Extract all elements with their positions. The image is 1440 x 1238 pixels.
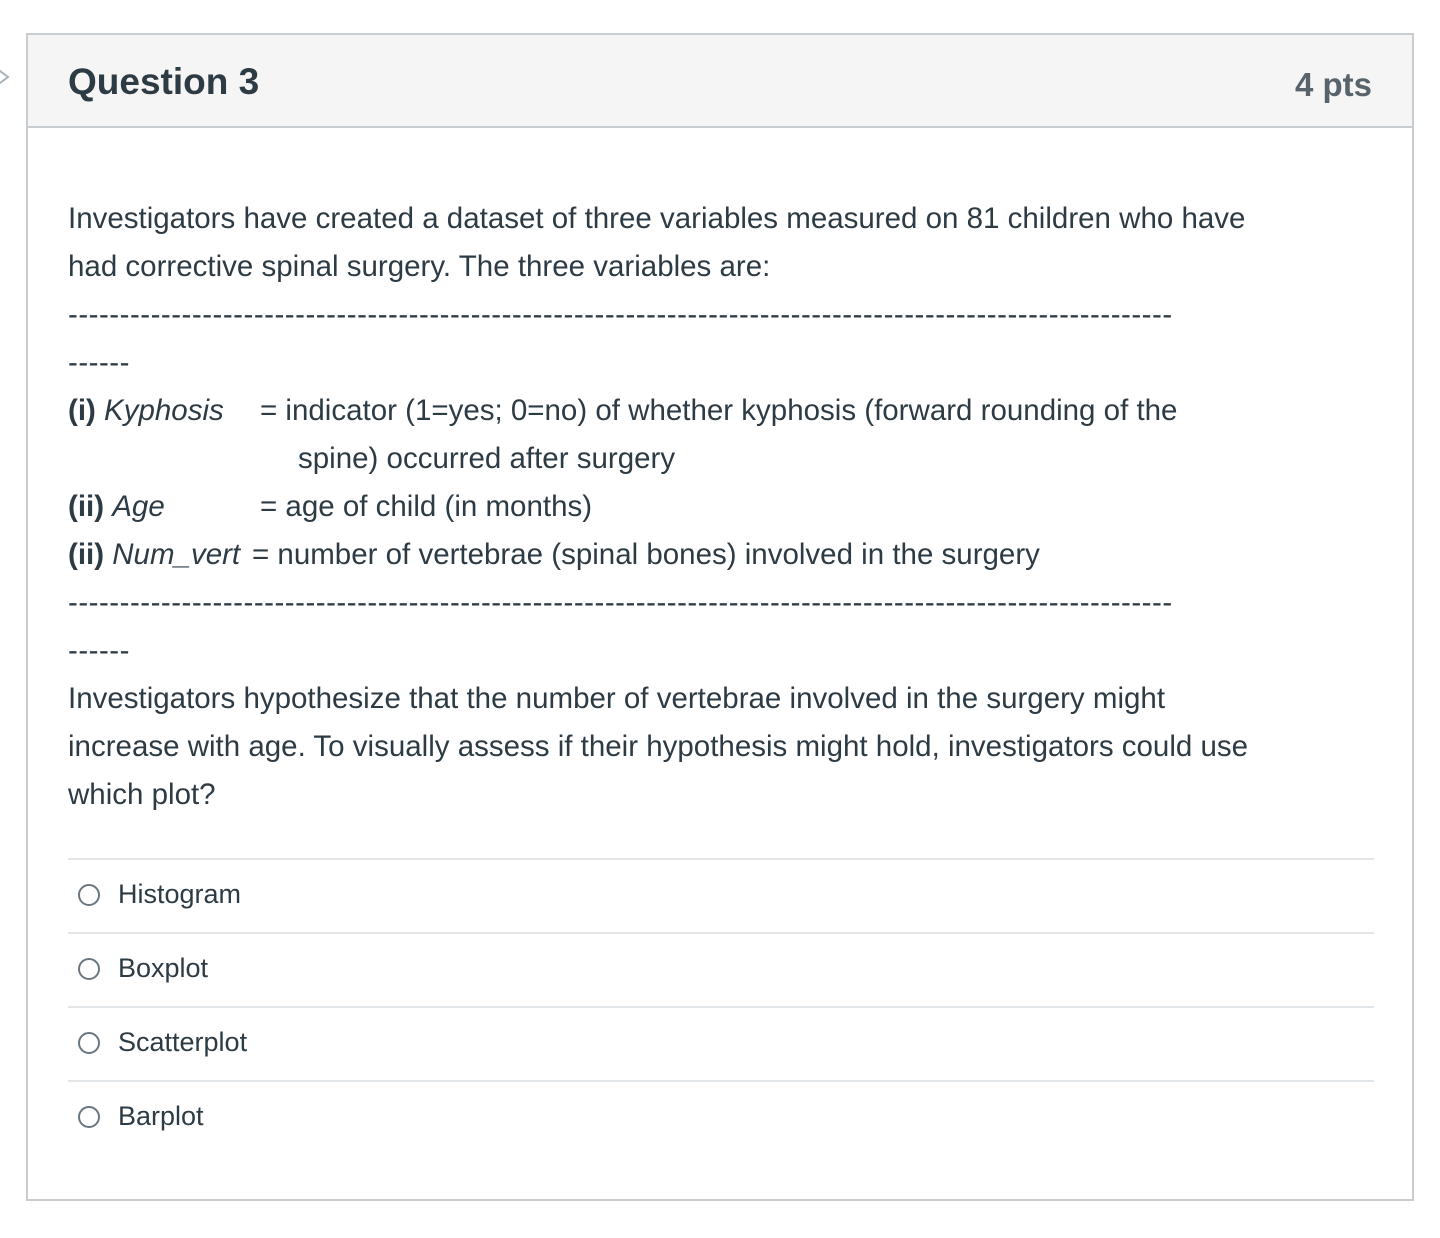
intro-line-1: Investigators have created a dataset of three variables measured on 81 children who have [68,202,1246,235]
question-line-3: which plot? [68,778,216,811]
question-line-2: increase with age. To visually assess if their hypothesis might hold, investigators could use [68,730,1249,763]
radio-button[interactable] [78,1106,100,1128]
variable-number: (ii) [68,538,105,571]
separator-short: ------ [68,346,130,379]
question-card [26,33,1414,1201]
variable-name: Num_vert [112,538,241,571]
radio-button[interactable] [78,958,100,980]
answer-label[interactable]: Boxplot [118,953,209,983]
variable-name: Age [112,490,165,523]
variable-num-vert [68,531,1374,579]
variable-definition: = number of vertebrae (spinal bones) involved in the surgery [252,538,1040,571]
variable-definition: = indicator (1=yes; 0=no) of whether kyphosis (forward rounding of the [260,394,1178,427]
answer-label[interactable]: Barplot [118,1101,204,1131]
question-flag-icon[interactable] [0,60,12,94]
variable-kyphosis [68,387,1374,483]
answer-label[interactable]: Scatterplot [118,1027,248,1057]
intro-line-2: had corrective spinal surgery. The three variables are: [68,250,771,283]
variable-age [68,483,1374,531]
answer-option-scatterplot[interactable] [68,1006,1374,1080]
question-text [68,195,1374,819]
answer-label[interactable]: Histogram [118,879,242,909]
variable-number: (ii) [68,490,105,523]
answer-list [68,858,1374,1154]
answer-option-histogram[interactable] [68,858,1374,932]
separator-long: ----------------------------------------------------------------------------------------------------------- [68,586,1173,619]
question-header [28,35,1412,128]
radio-button[interactable] [78,884,100,906]
variable-name: Kyphosis [104,394,224,427]
answer-option-boxplot[interactable] [68,932,1374,1006]
variable-number: (i) [68,394,96,427]
variable-definition-cont: spine) occurred after surgery [298,442,676,475]
question-line-1: Investigators hypothesize that the number of vertebrae involved in the surgery might [68,682,1166,715]
radio-button[interactable] [78,1032,100,1054]
variable-definition: = age of child (in months) [260,490,593,523]
question-title: Question 3 [68,61,260,102]
separator-long: ----------------------------------------------------------------------------------------------------------- [68,298,1173,331]
question-points: 4 pts [1294,66,1372,103]
answer-option-barplot[interactable] [68,1080,1374,1154]
separator-short: ------ [68,634,130,667]
